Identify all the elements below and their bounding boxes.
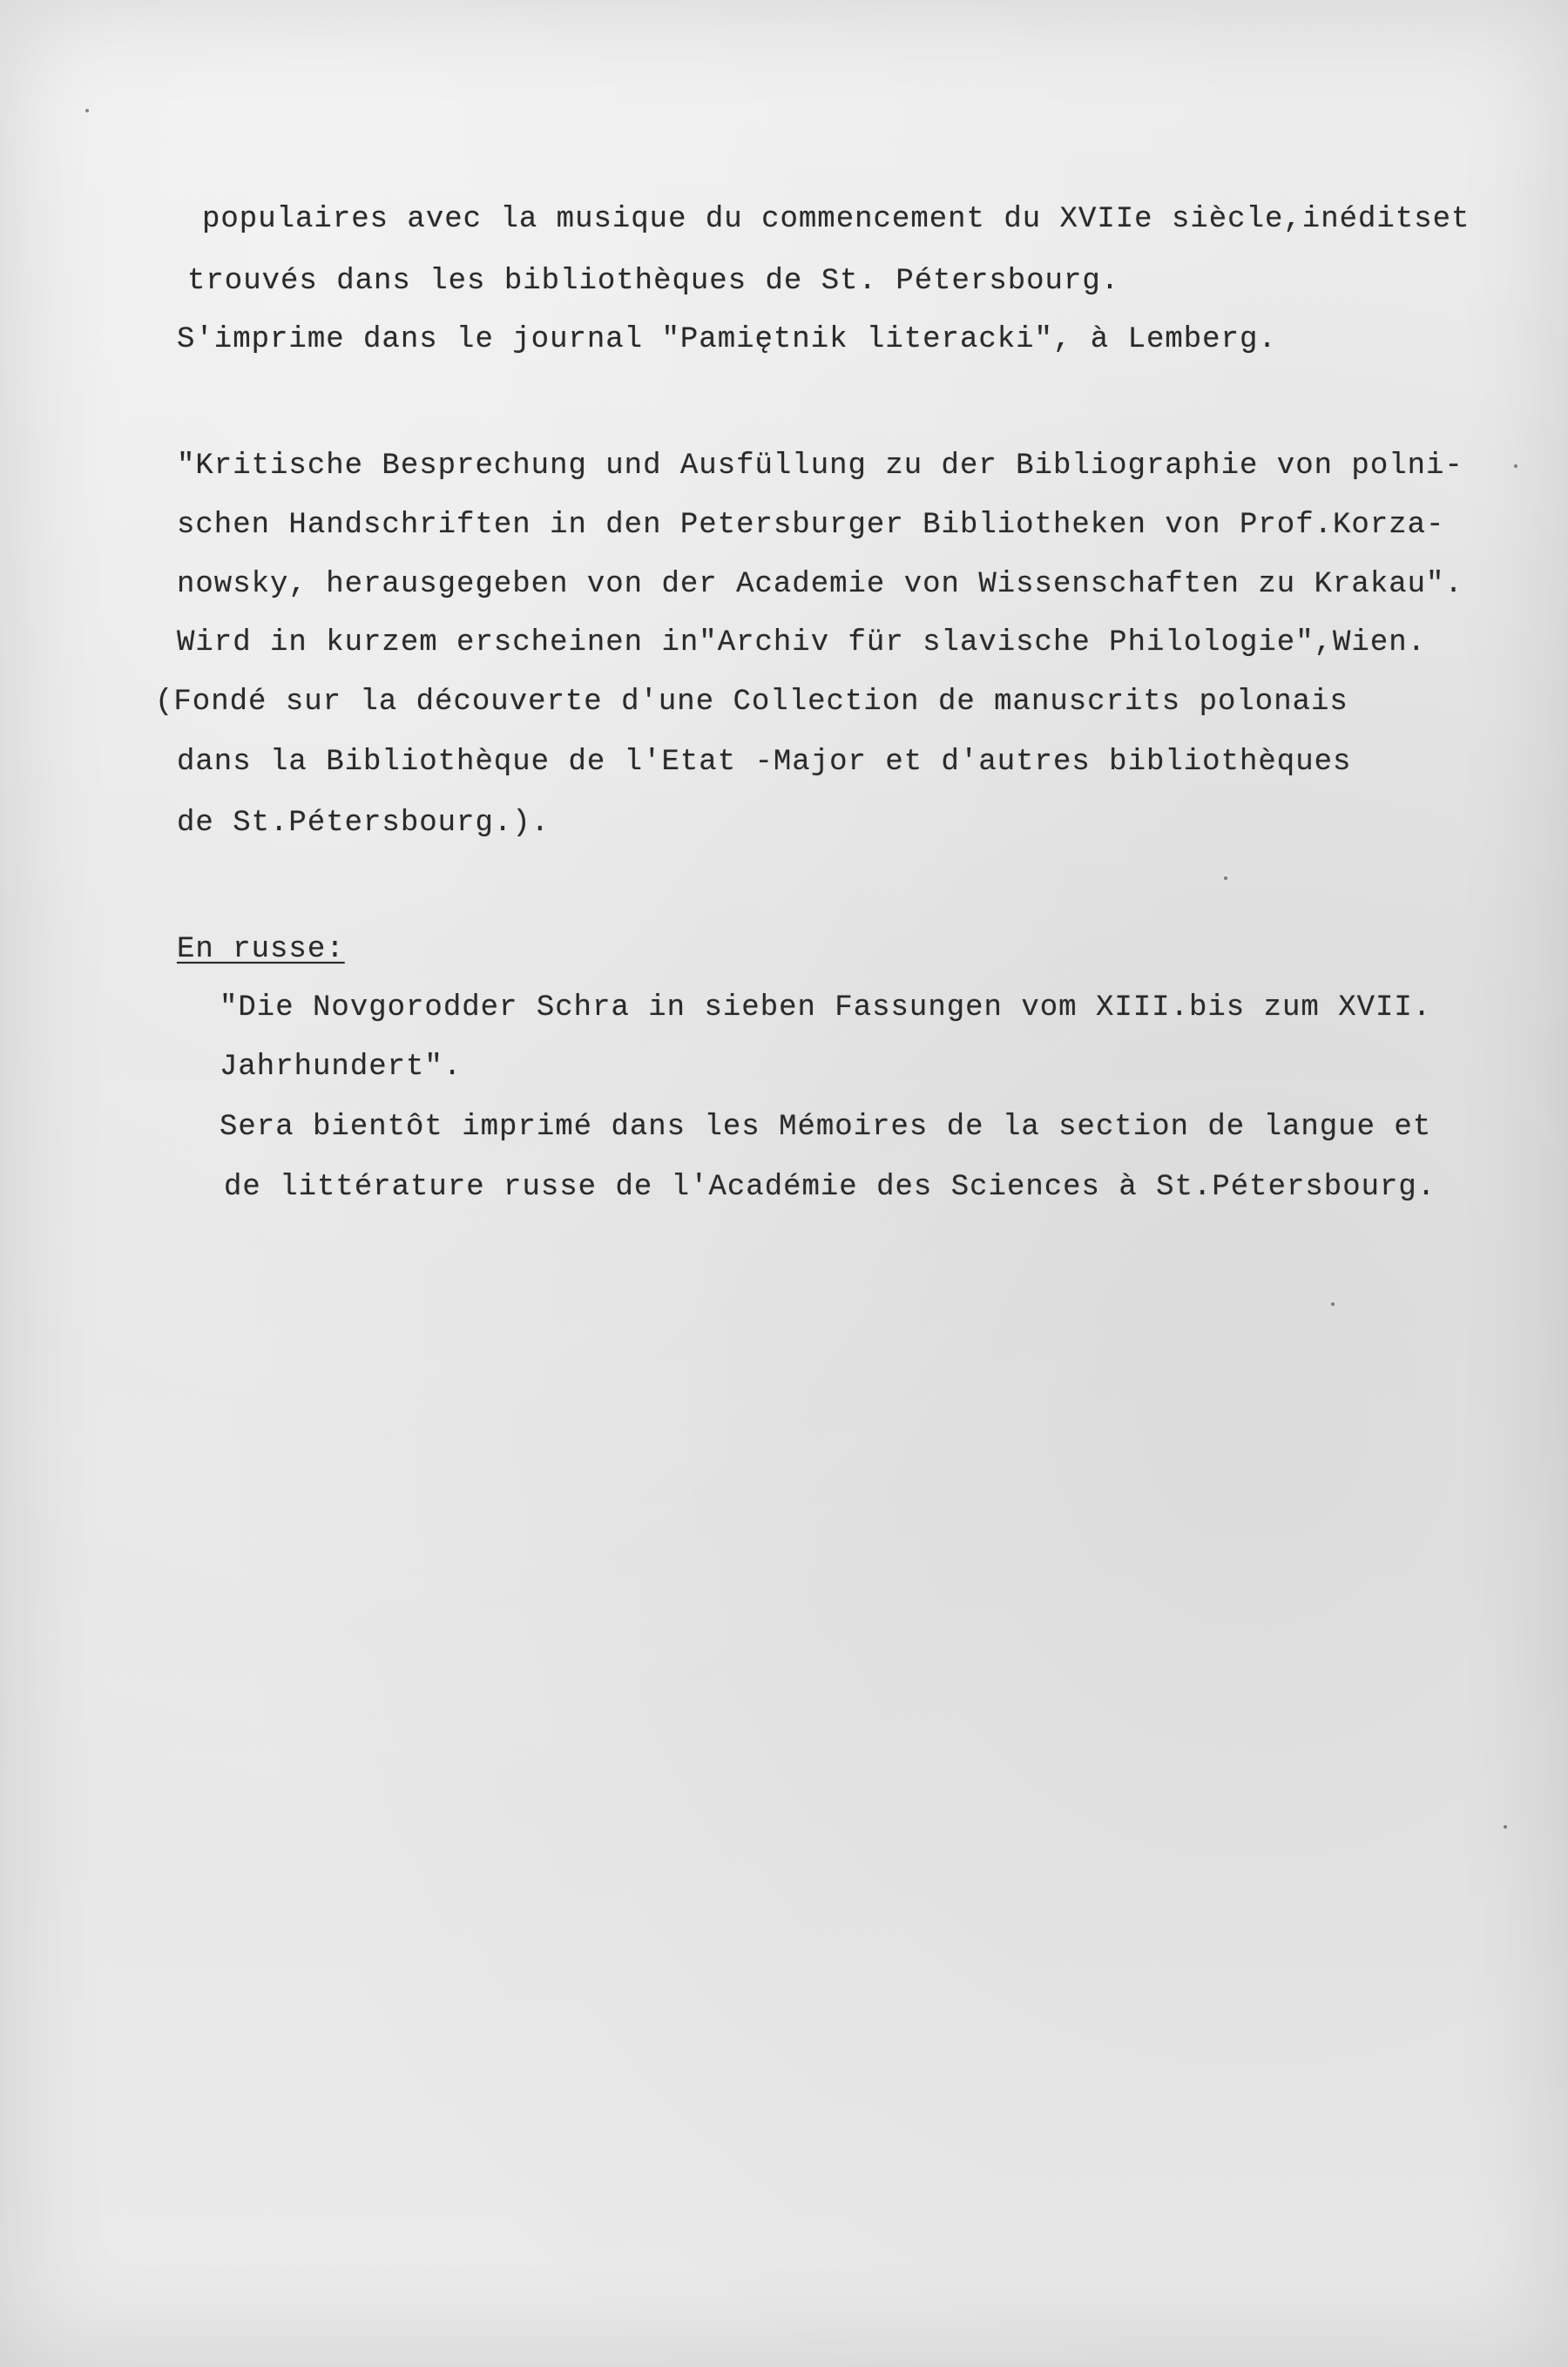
text-line: "Die Novgorodder Schra in sieben Fassungen vom XIII.bis zum XVII.	[220, 991, 1432, 1025]
text-line: Sera bientôt imprimé dans les Mémoires de la section de langue et	[220, 1111, 1432, 1144]
text-line: S'imprime dans le journal "Pamiętnik literacki", à Lemberg.	[177, 323, 1277, 356]
paper-speck	[1331, 1302, 1335, 1306]
paper-speck	[1224, 876, 1227, 880]
text-line: (Fondé sur la découverte d'une Collection de manuscrits polonais	[155, 686, 1348, 719]
text-line: Wird in kurzem erscheinen in"Archiv für slavische Philologie",Wien.	[177, 626, 1427, 659]
text-line: schen Handschriften in den Petersburger Bibliotheken von Prof.Korza-	[177, 509, 1445, 542]
text-line: "Kritische Besprechung und Ausfüllung zu der Bibliographie von polni-	[177, 450, 1463, 483]
paper-speck	[1504, 1825, 1507, 1829]
paper-speck	[85, 109, 89, 112]
text-line: de St.Pétersbourg.).	[177, 807, 551, 840]
text-line: Jahrhundert".	[220, 1051, 463, 1084]
text-line: de littérature russe de l'Académie des Sciences à St.Pétersbourg.	[224, 1171, 1436, 1204]
text-line: dans la Bibliothèque de l'Etat -Major et d'autres bibliothèques	[177, 746, 1352, 779]
text-line: populaires avec la musique du commencement du XVIIe siècle,inéditset	[202, 203, 1470, 236]
section-heading: En russe:	[177, 933, 345, 966]
paper-speck	[1514, 464, 1517, 468]
text-line: trouvés dans les bibliothèques de St. Pétersbourg.	[187, 265, 1120, 298]
text-line: nowsky, herausgegeben von der Academie von Wissenschaften zu Krakau".	[177, 568, 1463, 601]
